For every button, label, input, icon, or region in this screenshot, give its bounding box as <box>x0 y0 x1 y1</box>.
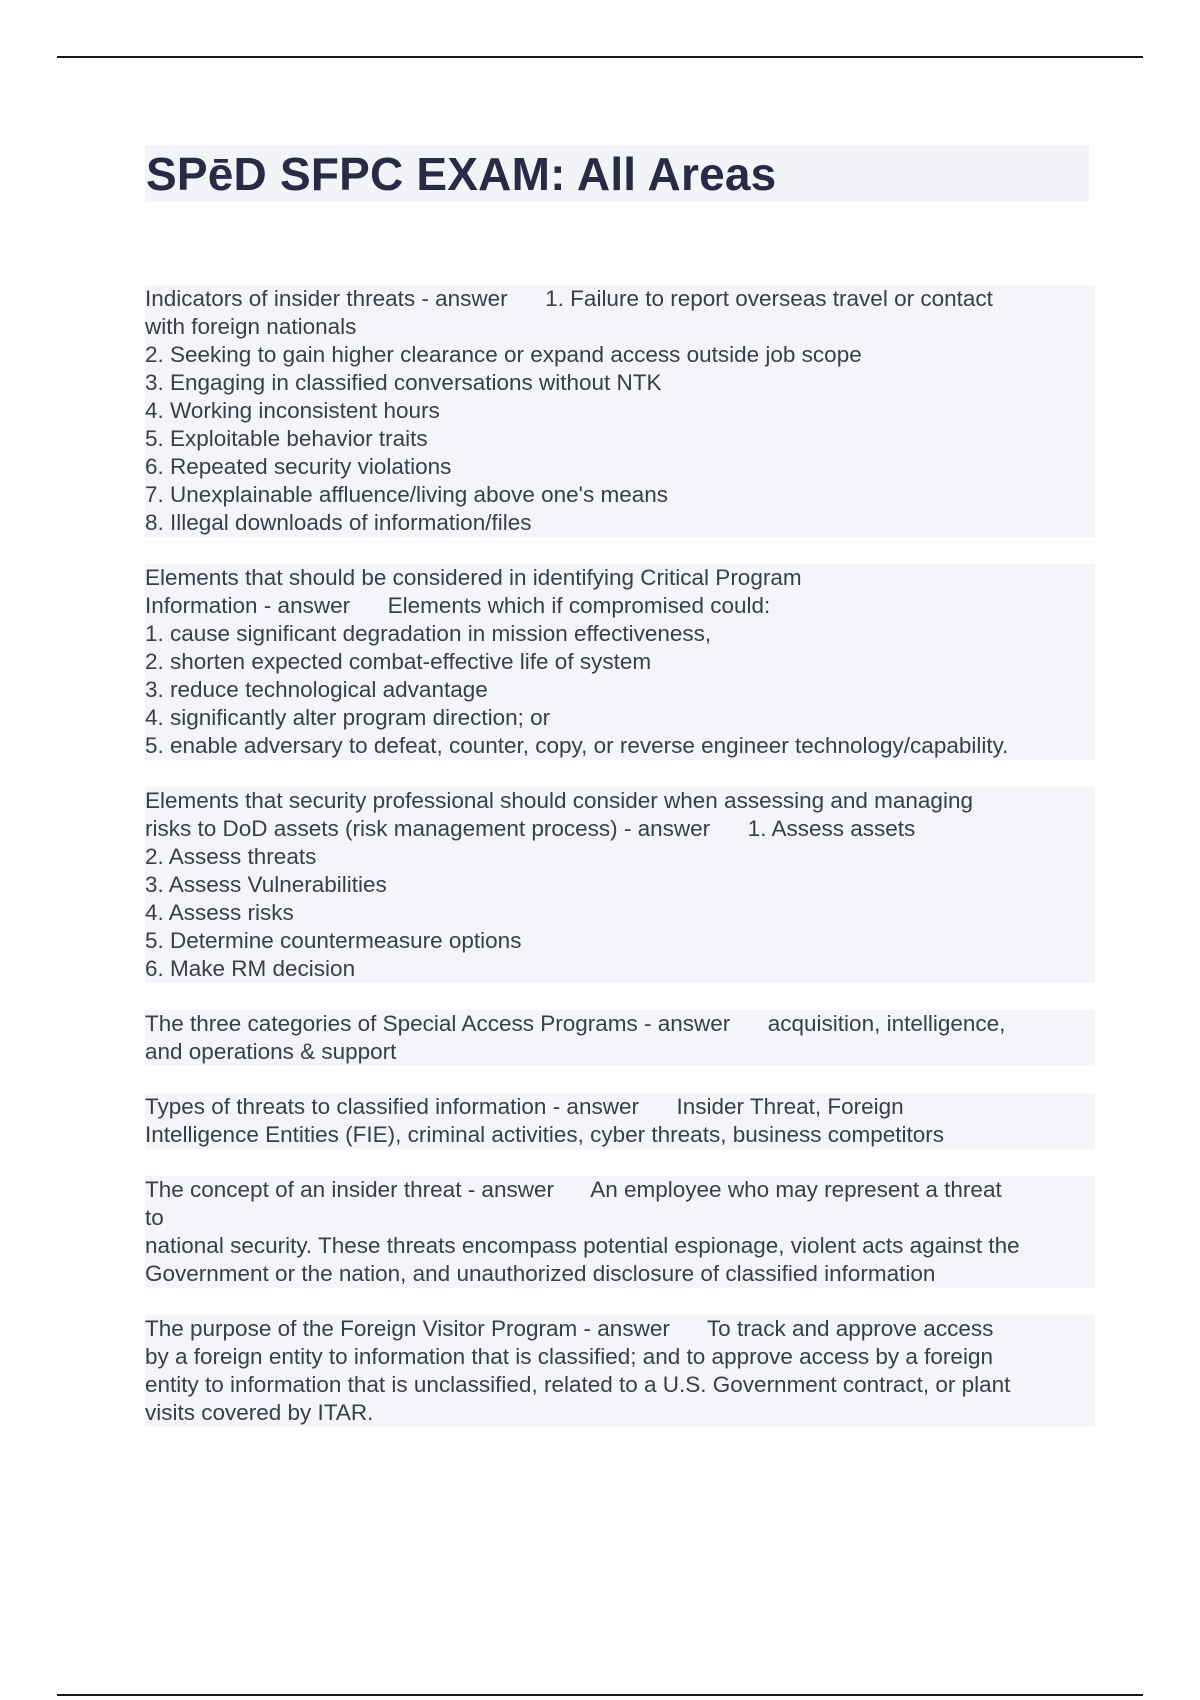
text-line: with foreign nationals <box>145 313 1095 341</box>
text-line: Intelligence Entities (FIE), criminal activities, cyber threats, business competitors <box>145 1121 1095 1149</box>
text-line: Elements that security professional should consider when assessing and managing <box>145 787 1095 815</box>
text-line: 5. Determine countermeasure options <box>145 927 1095 955</box>
text-line: 8. Illegal downloads of information/files <box>145 509 1095 537</box>
text-line: 3. Engaging in classified conversations without NTK <box>145 369 1095 397</box>
bottom-rule <box>57 1694 1143 1696</box>
text-line: 2. shorten expected combat-effective life of system <box>145 648 1095 676</box>
text-line: Elements that should be considered in identifying Critical Program <box>145 564 1095 592</box>
text-line: 4. Working inconsistent hours <box>145 397 1095 425</box>
text-line: 2. Seeking to gain higher clearance or expand access outside job scope <box>145 341 1095 369</box>
page-title: SPēD SFPC EXAM: All Areas <box>146 148 777 200</box>
text-line: 2. Assess threats <box>145 843 1095 871</box>
text-line: 6. Repeated security violations <box>145 453 1095 481</box>
text-line: 5. enable adversary to defeat, counter, copy, or reverse engineer technology/capability. <box>145 732 1095 760</box>
text-line: by a foreign entity to information that is classified; and to approve access by a foreign <box>145 1343 1095 1371</box>
top-rule <box>57 56 1143 58</box>
text-line: The three categories of Special Access Programs - answer acquisition, intelligence, <box>145 1010 1095 1038</box>
text-line: 7. Unexplainable affluence/living above one's means <box>145 481 1095 509</box>
text-line: and operations & support <box>145 1038 1095 1066</box>
qa-entry-insider-indicators <box>145 285 1095 537</box>
text-line: visits covered by ITAR. <box>145 1399 1095 1427</box>
text-line: The concept of an insider threat - answer An employee who may represent a threat <box>145 1176 1095 1204</box>
qa-entry-sap-categories <box>145 1010 1095 1066</box>
text-line: The purpose of the Foreign Visitor Program - answer To track and approve access <box>145 1315 1095 1343</box>
text-line: to <box>145 1204 1095 1232</box>
text-line: 4. significantly alter program direction; or <box>145 704 1095 732</box>
text-line: 3. reduce technological advantage <box>145 676 1095 704</box>
text-line: Types of threats to classified information - answer Insider Threat, Foreign <box>145 1093 1095 1121</box>
text-line: Indicators of insider threats - answer 1. Failure to report overseas travel or contact <box>145 285 1095 313</box>
qa-entry-foreign-visitor <box>145 1315 1095 1427</box>
text-line: 3. Assess Vulnerabilities <box>145 871 1095 899</box>
text-line: 5. Exploitable behavior traits <box>145 425 1095 453</box>
qa-entry-risk-management <box>145 787 1095 983</box>
text-line: 6. Make RM decision <box>145 955 1095 983</box>
qa-entry-threat-types <box>145 1093 1095 1149</box>
text-line: Information - answer Elements which if compromised could: <box>145 592 1095 620</box>
text-line: national security. These threats encompass potential espionage, violent acts against the <box>145 1232 1095 1260</box>
text-line: Government or the nation, and unauthorized disclosure of classified information <box>145 1260 1095 1288</box>
text-line: entity to information that is unclassified, related to a U.S. Government contract, or plant <box>145 1371 1095 1399</box>
text-line: 4. Assess risks <box>145 899 1095 927</box>
text-line: risks to DoD assets (risk management process) - answer 1. Assess assets <box>145 815 1095 843</box>
text-line: 1. cause significant degradation in mission effectiveness, <box>145 620 1095 648</box>
document-body <box>145 285 1095 1454</box>
qa-entry-critical-program-info <box>145 564 1095 760</box>
qa-entry-insider-concept <box>145 1176 1095 1288</box>
